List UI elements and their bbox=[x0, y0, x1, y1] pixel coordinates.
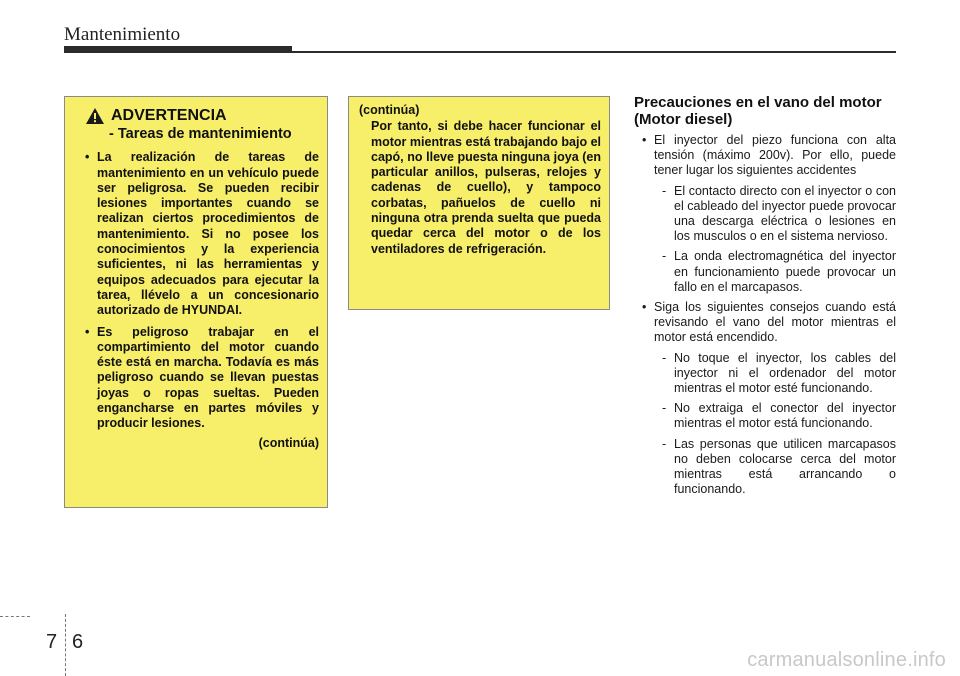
warning-heading-text: ADVERTENCIA bbox=[111, 107, 227, 124]
section-dash-item: - El contacto directo con el inyector o con el cableado del inyector puede provocar una descarga eléctrica o lesiones en los musculos o en el sistema nervioso. bbox=[648, 184, 896, 245]
section-title: Precauciones en el vano del motor (Motor diesel) bbox=[634, 94, 882, 128]
continued-label: (continúa) bbox=[359, 103, 420, 117]
section-dash-item: - No extraiga el conector del inyector mientras el motor está funcionando. bbox=[648, 401, 896, 431]
section-bullet: • Siga los siguientes consejos cuando está revisando el vano del motor mientras el motor está encendido. bbox=[634, 300, 896, 346]
watermark: carmanualsonline.info bbox=[747, 649, 946, 671]
continued-warning-box bbox=[348, 96, 610, 310]
page-number: 6 bbox=[72, 631, 84, 653]
warning-list bbox=[75, 150, 319, 431]
warning-subheading: - Tareas de mantenimiento bbox=[109, 126, 292, 142]
crop-mark-horizontal bbox=[0, 616, 30, 617]
header-rule bbox=[292, 51, 896, 53]
section-body bbox=[634, 133, 896, 502]
warning-item: • Es peligroso trabajar en el compartimiento del motor cuando éste está en marcha. Todavía es más peligroso cuando se llevan puestas joyas o ropas sueltas. Pueden engancharse en partes móviles y producir lesiones. bbox=[75, 325, 319, 432]
header-bar bbox=[64, 46, 292, 53]
warning-box bbox=[64, 96, 328, 508]
section-dash-item: - No toque el inyector, los cables del inyector ni el ordenador del motor mientras el motor esté funcionando. bbox=[648, 351, 896, 397]
continued-text: Por tanto, si debe hacer funcionar el motor mientras está trabajando bajo el capó, no lleve puesta ninguna joya (en particular anillos, pulseras, relojes y cadenas de cuello), y tampoco corbatas, pañuelos de cuello ni ninguna otra prenda suelta que pueda quedar cerca del motor o de los ventiladores de refrigeración. bbox=[371, 119, 601, 256]
chapter-number: 7 bbox=[46, 631, 58, 653]
warning-triangle-icon bbox=[85, 107, 105, 125]
page-header-title: Mantenimiento bbox=[64, 24, 181, 45]
crop-mark-vertical bbox=[65, 614, 66, 676]
continues-label: (continúa) bbox=[258, 435, 319, 450]
warning-heading bbox=[75, 107, 319, 125]
section-dash-item: - Las personas que utilicen marcapasos no deben colocarse cerca del motor mientras está arrancando o funcionando. bbox=[648, 437, 896, 498]
section-dash-item: - La onda electromagnética del inyector en funcionamiento puede provocar un fallo en el marcapasos. bbox=[648, 249, 896, 295]
warning-item: • La realización de tareas de mantenimiento en un vehículo puede ser peligrosa. Se pueden recibir lesiones importantes cuando se realizan ciertos procedimientos de mantenimiento. Si no posee los conocimientos y la experiencia suficientes, ni las herramientas y equipos adecuados para ejecutar la tarea, llévelo a un concesionario autorizado de HYUNDAI. bbox=[75, 150, 319, 318]
section-bullet: • El inyector del piezo funciona con alta tensión (máximo 200v). Por ello, puede tener lugar los siguientes accidentes bbox=[634, 133, 896, 179]
